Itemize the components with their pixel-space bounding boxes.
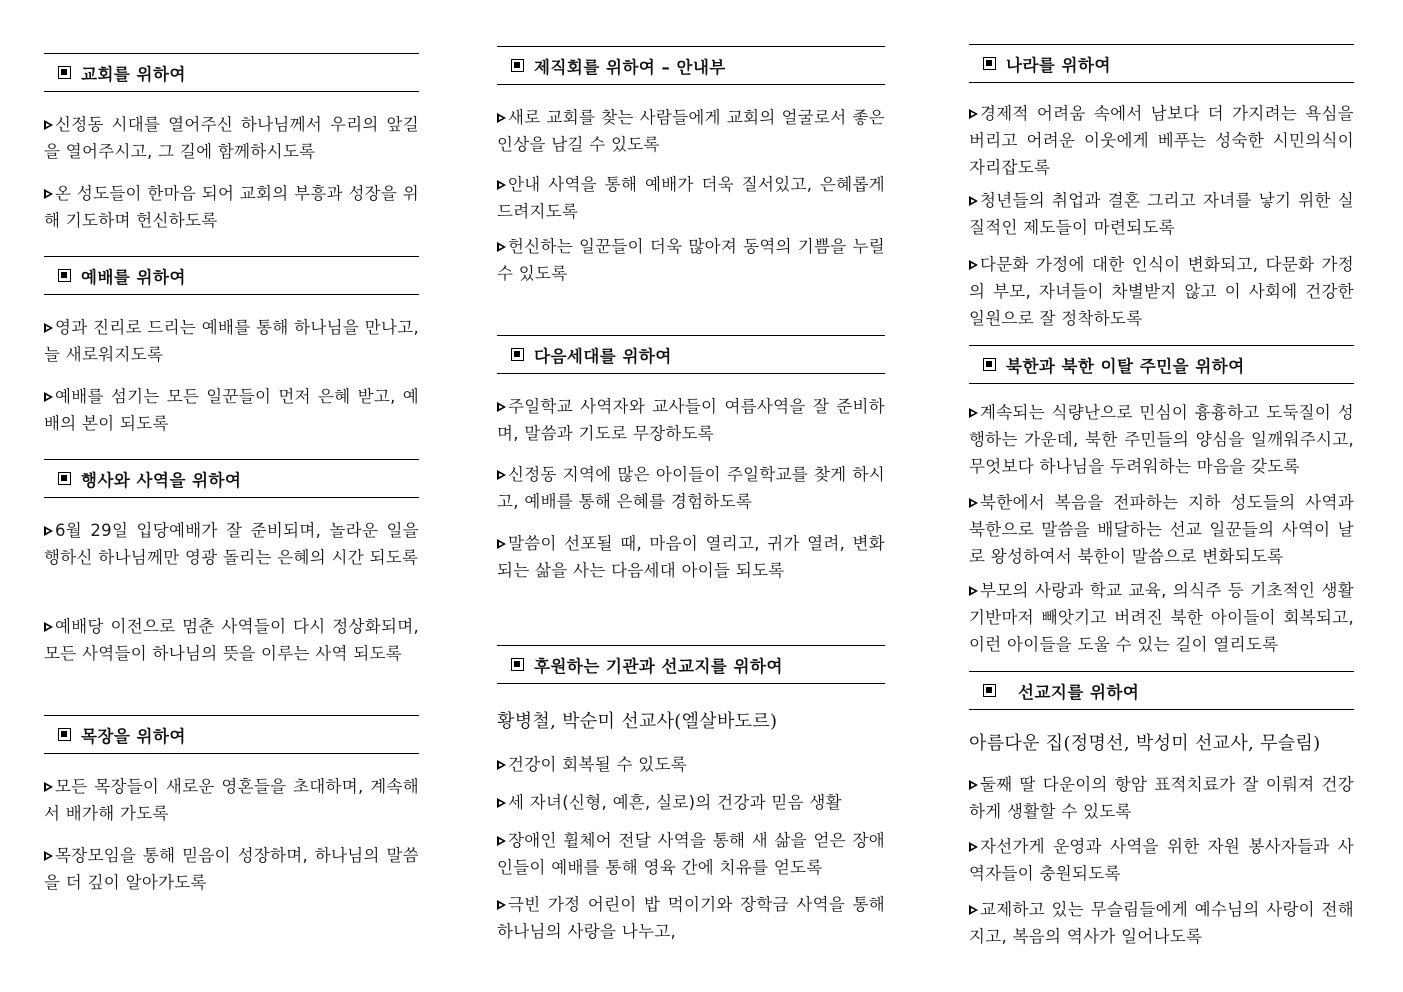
triangle-bullet-icon (497, 402, 506, 412)
prayer-item: 신정동 시대를 열어주신 하나님께서 우리의 앞길을 열어주시고, 그 길에 함께하시도록 (44, 115, 419, 161)
triangle-bullet-icon (44, 526, 53, 536)
section-title: 후원하는 기관과 선교지를 위하여 (534, 656, 783, 676)
square-marker-icon (511, 59, 524, 72)
triangle-bullet-icon (969, 109, 978, 119)
square-marker-icon (511, 658, 524, 671)
section-header (44, 459, 419, 498)
prayer-item: 신정동 지역에 많은 아이들이 주일학교를 찾게 하시고, 예배를 통해 은혜를 경험하도록 (497, 465, 885, 511)
triangle-bullet-icon (44, 120, 53, 130)
section-header (969, 671, 1354, 710)
prayer-item: 건강이 회복될 수 있도록 (497, 751, 885, 778)
triangle-bullet-icon (969, 586, 978, 596)
square-marker-icon (58, 66, 71, 79)
prayer-item: 주일학교 사역자와 교사들이 여름사역을 잘 준비하며, 말씀과 기도로 무장하도록 (497, 397, 885, 443)
prayer-item: 온 성도들이 한마음 되어 교회의 부흥과 성장을 위해 기도하며 헌신하도록 (44, 184, 419, 230)
square-marker-icon (58, 728, 71, 741)
section-title: 선교지를 위하여 (1018, 682, 1140, 702)
triangle-bullet-icon (969, 842, 978, 852)
triangle-bullet-icon (44, 622, 53, 632)
square-marker-icon (983, 684, 996, 697)
triangle-bullet-icon (497, 242, 506, 252)
triangle-bullet-icon (969, 260, 978, 270)
prayer-item: 부모의 사랑과 학교 교육, 의식주 등 기초적인 생활 기반마저 빼앗기고 버려진 북한 아이들이 회복되고, 이런 아이들을 도울 수 있는 길이 열리도록 (969, 581, 1354, 654)
section-header (497, 46, 885, 85)
triangle-bullet-icon (497, 180, 506, 190)
triangle-bullet-icon (44, 782, 53, 792)
prayer-item: 장애인 휠체어 전달 사역을 통해 새 삶을 얻은 장애인들이 예배를 통해 영육 간에 치유를 얻도록 (497, 831, 885, 877)
section-title: 행사와 사역을 위하여 (81, 470, 242, 490)
triangle-bullet-icon (969, 196, 978, 206)
missionary-name: 황병철, 박순미 선교사(엘살바도르) (497, 711, 778, 732)
triangle-bullet-icon (497, 113, 506, 123)
section-title: 제직회를 위하여 – 안내부 (534, 57, 726, 77)
prayer-item: 북한에서 복음을 전파하는 지하 성도들의 사역과 북한으로 말씀을 배달하는 선교 일꾼들의 사역이 날로 왕성하여서 북한이 말씀으로 변화되도록 (969, 493, 1354, 566)
prayer-item: 새로 교회를 찾는 사람들에게 교회의 얼굴로서 좋은 인상을 남길 수 있도록 (497, 108, 885, 154)
prayer-item: 둘째 딸 다운이의 항암 표적치료가 잘 이뤄져 건강하게 생활할 수 있도록 (969, 775, 1354, 821)
prayer-item: 계속되는 식량난으로 민심이 흉흉하고 도둑질이 성행하는 가운데, 북한 주민들의 양심을 일깨워주시고, 무엇보다 하나님을 두려워하는 마음을 갖도록 (969, 403, 1354, 476)
section-title: 북한과 북한 이탈 주민을 위하여 (1006, 356, 1245, 376)
triangle-bullet-icon (44, 851, 53, 861)
prayer-item: 극빈 가정 어린이 밥 먹이기와 장학금 사역을 통해 하나님의 사랑을 나누고, (497, 895, 885, 941)
prayer-item: 세 자녀(신형, 예흔, 실로)의 건강과 믿음 생활 (497, 789, 885, 816)
triangle-bullet-icon (969, 780, 978, 790)
section-header (969, 44, 1354, 83)
triangle-bullet-icon (44, 392, 53, 402)
triangle-bullet-icon (44, 189, 53, 199)
section-header (497, 335, 885, 374)
section-header (44, 256, 419, 295)
prayer-item: 안내 사역을 통해 예배가 더욱 질서있고, 은혜롭게 드려지도록 (497, 175, 885, 221)
prayer-item: 청년들의 취업과 결혼 그리고 자녀를 낳기 위한 실질적인 제도들이 마련되도록 (969, 191, 1354, 237)
prayer-item: 말씀이 선포될 때, 마음이 열리고, 귀가 열려, 변화되는 삶을 사는 다음세대 아이들 되도록 (497, 534, 885, 580)
prayer-item: 예배를 섬기는 모든 일꾼들이 먼저 은혜 받고, 예배의 본이 되도록 (44, 387, 419, 433)
triangle-bullet-icon (969, 498, 978, 508)
triangle-bullet-icon (497, 470, 506, 480)
triangle-bullet-icon (969, 408, 978, 418)
triangle-bullet-icon (497, 798, 506, 808)
prayer-item: 교제하고 있는 무슬림들에게 예수님의 사랑이 전해지고, 복음의 역사가 일어나도록 (969, 900, 1354, 946)
triangle-bullet-icon (44, 323, 53, 333)
prayer-item: 영과 진리로 드리는 예배를 통해 하나님을 만나고, 늘 새로워지도록 (44, 318, 419, 364)
square-marker-icon (58, 472, 71, 485)
prayer-item: 다문화 가정에 대한 인식이 변화되고, 다문화 가정의 부모, 자녀들이 차별받지 않고 이 사회에 건강한 일원으로 잘 정착하도록 (969, 255, 1354, 328)
section-header (969, 345, 1354, 384)
triangle-bullet-icon (497, 539, 506, 549)
prayer-item: 목장모임을 통해 믿음이 성장하며, 하나님의 말씀을 더 깊이 알아가도록 (44, 846, 419, 892)
prayer-item: 6월 29일 입당예배가 잘 준비되며, 놀라운 일을 행하신 하나님께만 영광 돌리는 은혜의 시간 되도록 (44, 521, 419, 567)
section-title: 다음세대를 위하여 (534, 346, 672, 366)
triangle-bullet-icon (969, 905, 978, 915)
section-header (497, 645, 885, 684)
square-marker-icon (58, 269, 71, 282)
section-header (44, 53, 419, 92)
square-marker-icon (983, 57, 996, 70)
missionary-name: 아름다운 집(정명선, 박성미 선교사, 무슬림) (969, 733, 1321, 754)
square-marker-icon (511, 348, 524, 361)
triangle-bullet-icon (497, 900, 506, 910)
prayer-item: 모든 목장들이 새로운 영혼들을 초대하며, 계속해서 배가해 가도록 (44, 777, 419, 823)
section-header (44, 715, 419, 754)
prayer-item: 예배당 이전으로 멈춘 사역들이 다시 정상화되며, 모든 사역들이 하나님의 뜻을 이루는 사역 되도록 (44, 617, 419, 663)
triangle-bullet-icon (497, 836, 506, 846)
prayer-item: 헌신하는 일꾼들이 더욱 많아져 동역의 기쁨을 누릴 수 있도록 (497, 237, 885, 283)
section-title: 교회를 위하여 (81, 64, 186, 84)
section-title: 예배를 위하여 (81, 267, 186, 287)
section-title: 나라를 위하여 (1006, 55, 1111, 75)
square-marker-icon (983, 358, 996, 371)
prayer-item: 경제적 어려움 속에서 남보다 더 가지려는 욕심을 버리고 어려운 이웃에게 베푸는 성숙한 시민의식이 자리잡도록 (969, 104, 1354, 177)
triangle-bullet-icon (497, 760, 506, 770)
section-title: 목장을 위하여 (81, 726, 186, 746)
prayer-item: 자선가게 운영과 사역을 위한 자원 봉사자들과 사역자들이 충원되도록 (969, 837, 1354, 883)
